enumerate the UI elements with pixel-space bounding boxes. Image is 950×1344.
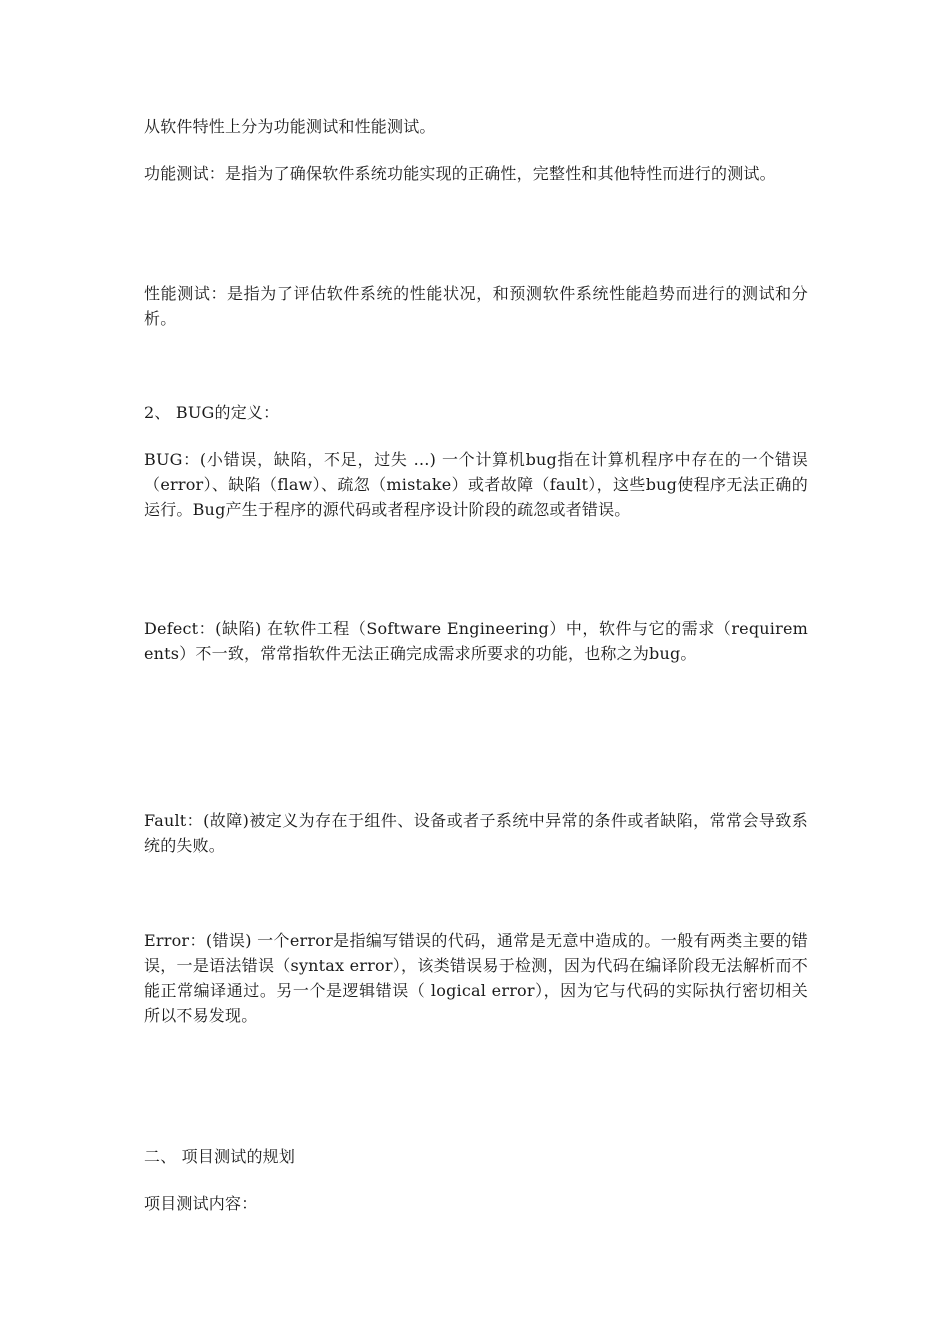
heading-project-test-planning: 二、 项目测试的规划	[144, 1147, 296, 1166]
paragraph-error: Error：(错误) 一个error是指编写错误的代码，通常是无意中造成的。一般有两类主要的错误，一是语法错误（syntax error），该类错误易于检测，因为代码在编译阶段无法解析而不能正常编译通过。另一个是逻辑错误（ logical error），因为它与代码的实际执行密切相关所以不易发现。	[144, 931, 808, 1025]
heading-bug-definition: 2、 BUG的定义：	[144, 403, 280, 422]
paragraph-defect: Defect：(缺陷) 在软件工程（Software Engineering）中，软件与它的需求（requirements）不一致，常常指软件无法正确完成需求所要求的功能，也称之为bug。	[144, 619, 808, 663]
paragraph-bug: BUG：(小错误，缺陷，不足，过失 …) 一个计算机bug指在计算机程序中存在的一个错误（error）、缺陷（flaw）、疏忽（mistake）或者故障（fault），这些bug使程序无法正确的运行。Bug产生于程序的源代码或者程序设计阶段的疏忽或者错误。	[144, 450, 808, 519]
paragraph-functional-testing: 功能测试：是指为了确保软件系统功能实现的正确性，完整性和其他特性而进行的测试。	[144, 164, 776, 183]
heading-project-test-content: 项目测试内容：	[144, 1194, 258, 1213]
paragraph-performance-testing: 性能测试：是指为了评估软件系统的性能状况，和预测软件系统性能趋势而进行的测试和分析。	[144, 284, 808, 328]
paragraph-fault: Fault：(故障)被定义为存在于组件、设备或者子系统中异常的条件或者缺陷，常常会导致系统的失败。	[144, 811, 808, 855]
paragraph-test-classification: 从软件特性上分为功能测试和性能测试。	[144, 117, 436, 136]
